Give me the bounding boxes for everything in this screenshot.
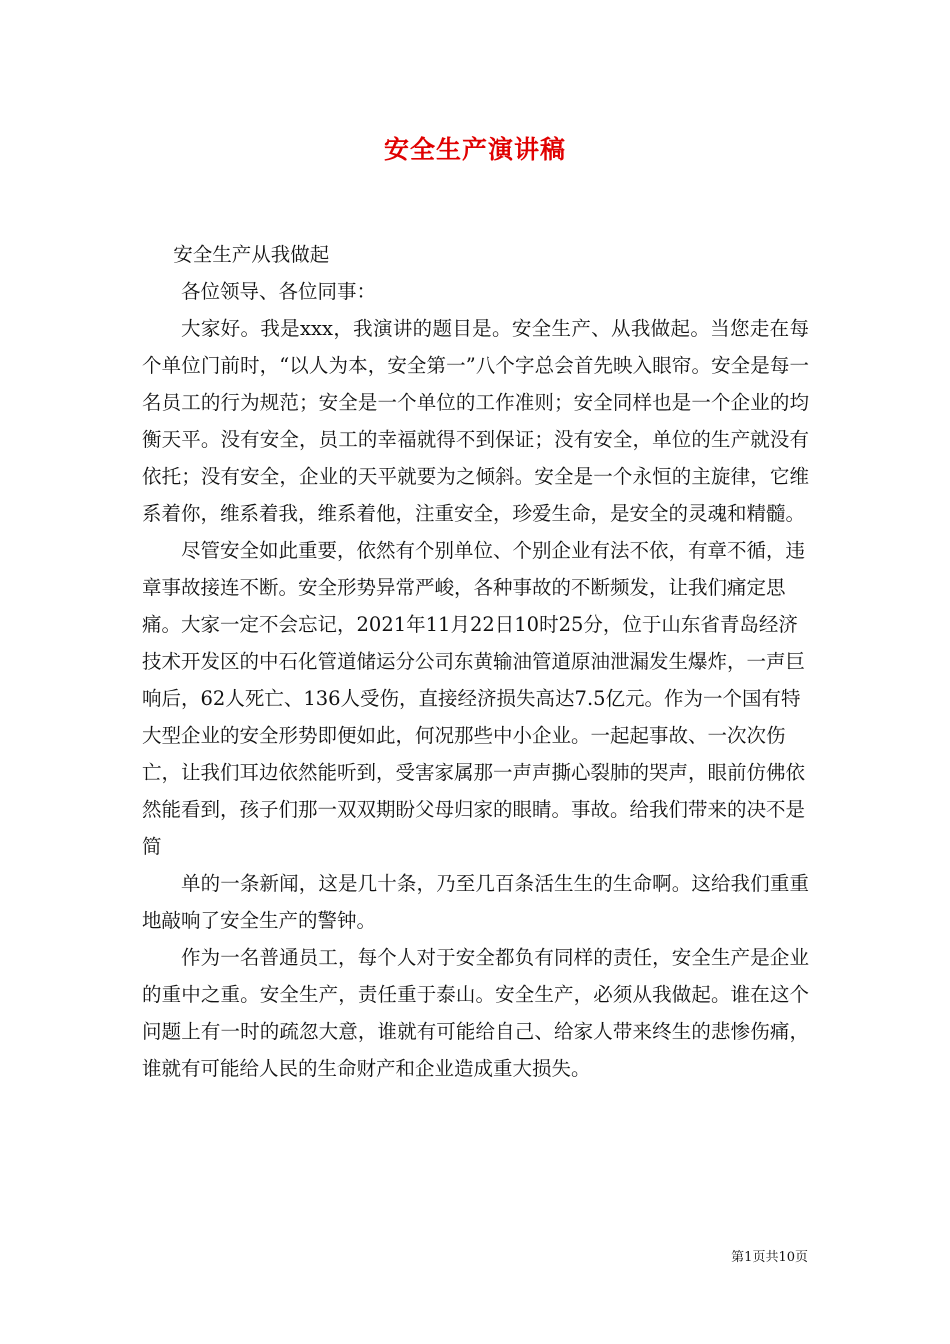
paragraph-1: 大家好。我是xxx，我演讲的题目是。安全生产、从我做起。当您走在每个单位门前时，“以人为本，安全第一”八个字总会首先映入眼帘。安全是每一名员工的行为规范；安全是一个单位的工作准则；安全同样也是一个企业的均衡天平。没有安全，员工的幸福就得不到保证；没有安全，单位的生产就没有依托；没有安全，企业的天平就要为之倾斜。安全是一个永恒的主旋律，它维系着你，维系着我，维系着他，注重安全，珍爱生命，是安全的灵魂和精髓。 (142, 317, 809, 525)
document-body (142, 236, 809, 1087)
paragraph-3: 单的一条新闻，这是几十条，乃至几百条活生生的生命啊。这给我们重重地敲响了安全生产的警钟。 (142, 872, 809, 932)
paragraph-2: 尽管安全如此重要，依然有个别单位、个别企业有法不依，有章不循，违章事故接连不断。安全形势异常严峻，各种事故的不断频发，让我们痛定思痛。大家一定不会忘记，2021年11月22日10时25分，位于山东省青岛经济技术开发区的中石化管道储运分公司东黄输油管道原油泄漏发生爆炸，一声巨响后，62人死亡、136人受伤，直接经济损失高达7.5亿元。作为一个国有特大型企业的安全形势即便如此，何况那些中小企业。一起起事故、一次次伤亡，让我们耳边依然能听到，受害家属那一声声撕心裂肺的哭声，眼前仿佛依然能看到，孩子们那一双双期盼父母归家的眼睛。事故。给我们带来的决不是简 (142, 539, 806, 858)
salutation: 各位领导、各位同事： (181, 280, 377, 303)
paragraph-4: 作为一名普通员工，每个人对于安全都负有同样的责任，安全生产是企业的重中之重。安全生产，责任重于泰山。安全生产，必须从我做起。谁在这个问题上有一时的疏忽大意，谁就有可能给自己、给家人带来终生的悲惨伤痛，谁就有可能给人民的生命财产和企业造成重大损失。 (142, 946, 809, 1080)
page-number: 第1页共10页 (731, 1250, 808, 1265)
speech-subtitle: 安全生产从我做起 (173, 243, 330, 266)
document-title: 安全生产演讲稿 (383, 135, 566, 164)
